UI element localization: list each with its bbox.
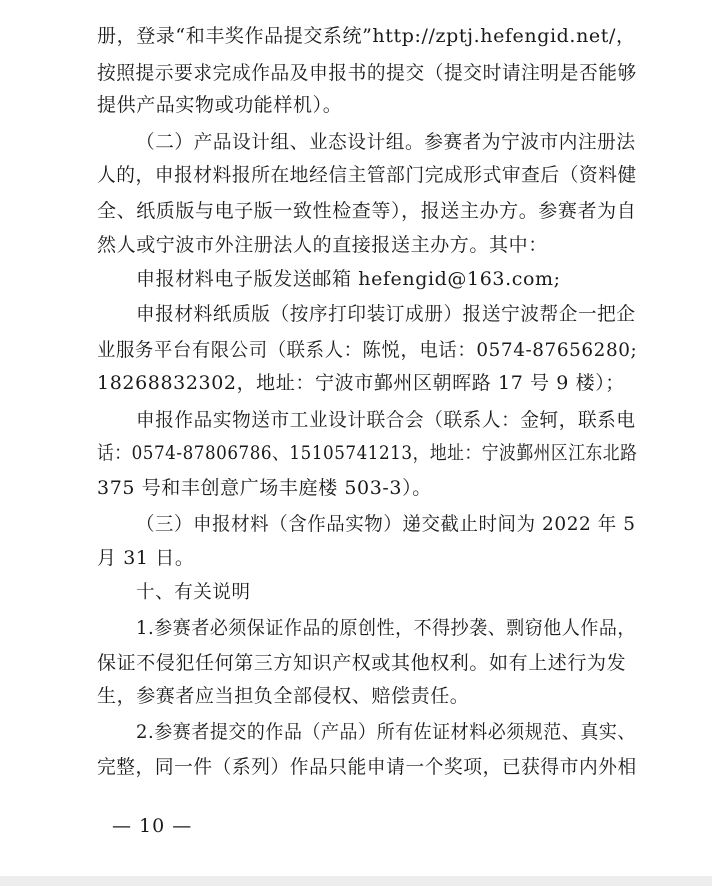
text-line: 申报作品实物送市工业设计联合会（联系人：金轲，联系电 [136,409,636,431]
text-line: 18268832302，地址：宁波市鄞州区朝晖路 17 号 9 楼）； [97,372,625,394]
text-line: 生，参赛者应当担负全部侵权、赔偿责任。 [97,685,470,707]
text-line: （三）申报材料（含作品实物）递交截止时间为 2022 年 5 [136,513,636,535]
text-line: 话：0574-87806786、15105741213，地址：宁波鄞州区江东北路 [97,442,638,464]
text-line: 册，登录“和丰奖作品提交系统”http://zptj.hefengid.net/， [97,25,636,47]
section-heading: 十、有关说明 [136,582,251,603]
text-line: 375 号和丰创意广场丰庭楼 503-3）。 [97,477,432,499]
text-line: 业服务平台有限公司（联系人：陈悦，电话：0574-87656280; [97,339,638,361]
text-line: 保证不侵犯任何第三方知识产权或其他权利。如有上述行为发 [97,652,627,674]
text-line: 按照提示要求完成作品及申报书的提交（提交时请注明是否能够 [97,62,637,84]
text-line: 然人或宁波市外注册法人的直接报送主办方。其中： [97,234,548,256]
text-line: 申报材料纸质版（按序打印装订成册）报送宁波帮企一把企 [136,303,636,325]
text-line: 1.参赛者必须保证作品的原创性，不得抄袭、剽窃他人作品， [136,617,636,639]
text-line: 人的，申报材料报所在地经信主管部门完成形式审查后（资料健 [97,164,637,186]
page-number: — 10 — [112,815,193,837]
text-line: 全、纸质版与电子版一致性检查等），报送主办方。参赛者为自 [97,200,637,222]
text-line: 完整，同一件（系列）作品只能申请一个奖项，已获得市内外相 [97,756,637,778]
text-line: 2.参赛者提交的作品（产品）所有佐证材料必须规范、真实、 [136,721,636,743]
page-bottom-edge [0,876,712,886]
text-line: 申报材料电子版发送邮箱 hefengid@163.com; [136,268,561,290]
text-line: （二）产品设计组、业态设计组。参赛者为宁波市内注册法 [136,131,636,153]
text-line: 月 31 日。 [97,547,195,569]
text-line: 提供产品实物或功能样机）。 [97,94,343,116]
